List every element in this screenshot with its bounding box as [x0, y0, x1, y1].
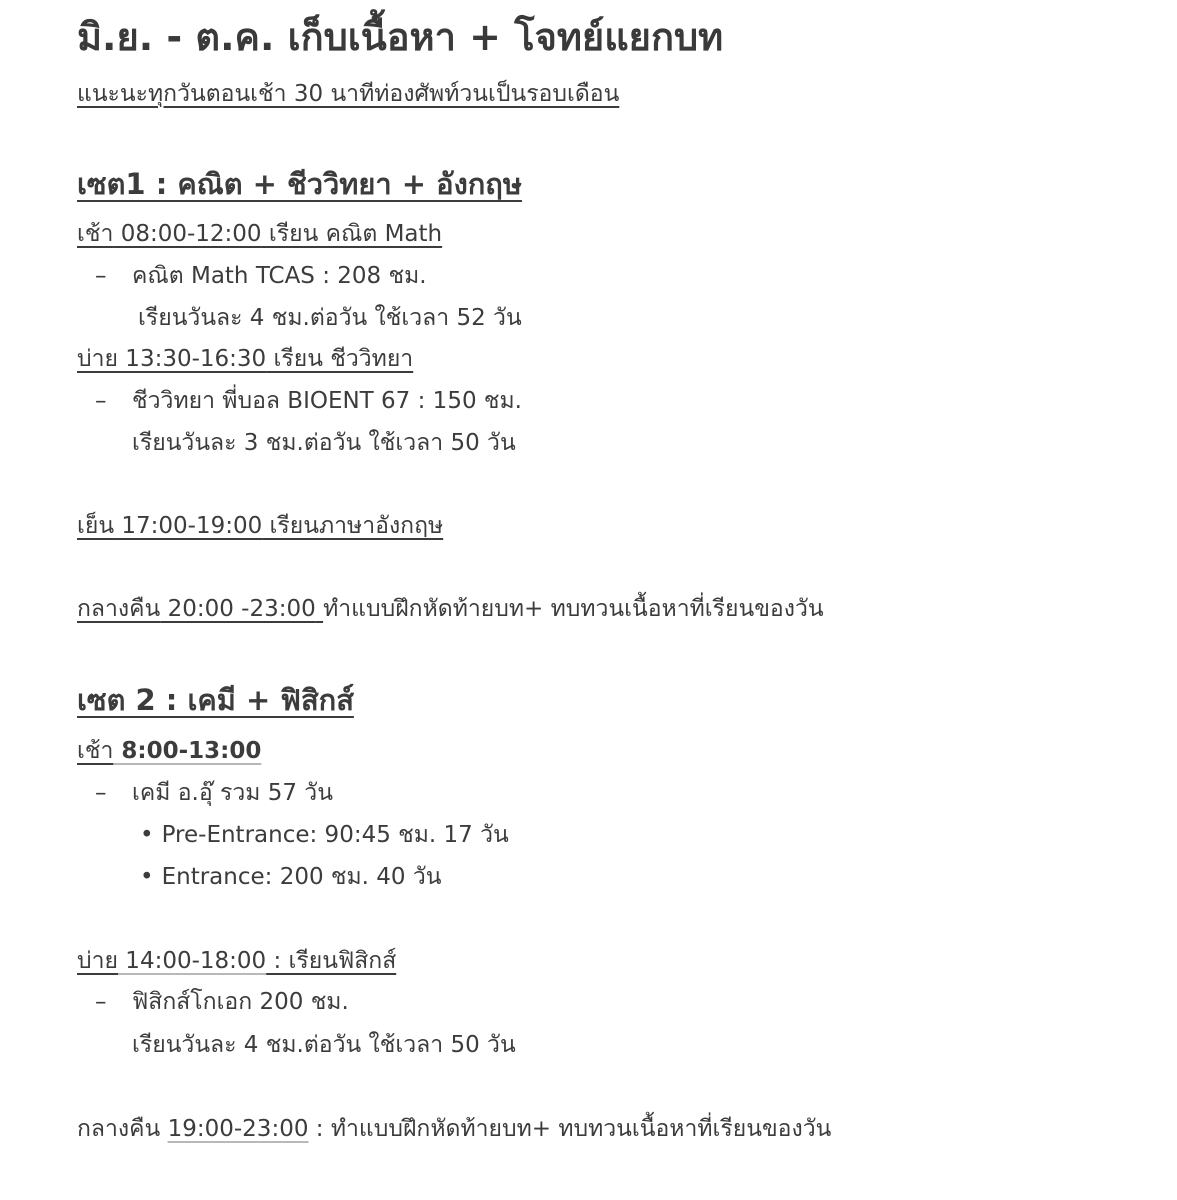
set1-evening-line: [77, 515, 443, 538]
set2-afternoon-period: บ่าย: [77, 948, 118, 974]
dash-marker: –: [95, 388, 107, 414]
set2-morning-time: 8:00-13:00: [113, 738, 262, 764]
set1-afternoon-period: บ่าย: [77, 346, 118, 372]
set1-afternoon-item-text: ชีววิทยา พี่บอล BIOENT 67 : 150 ชม.: [132, 388, 522, 414]
bullet-text: Entrance: 200 ชม. 40 วัน: [161, 864, 442, 890]
page-subtitle: แนะนะทุกวันตอนเช้า 30 นาทีท่องศัพท์วนเป็นรอบเดือน: [77, 81, 620, 107]
set1-evening-period: เย็น: [77, 513, 115, 539]
dash-marker: –: [95, 989, 107, 1015]
bullet-marker: •: [140, 822, 154, 848]
set1-heading: เซต1 : คณิต + ชีววิทยา + อังกฤษ: [77, 167, 522, 201]
bullet-marker: •: [140, 864, 154, 890]
set1-afternoon-item: [77, 390, 522, 413]
set1-morning-activity: เรียน คณิต Math: [261, 221, 443, 247]
set2-bullet-pre-entrance: [140, 824, 509, 847]
set2-night-line: [77, 1118, 831, 1141]
set1-morning-line: [77, 223, 442, 246]
set1-afternoon-activity: เรียน ชีววิทยา: [266, 346, 414, 372]
set2-morning-item-text: เคมี อ.อุ๊ รวม 57 วัน: [132, 780, 333, 806]
set2-afternoon-time: 14:00-18:00: [118, 948, 267, 974]
set2-heading: เซต 2 : เคมี + ฟิสิกส์: [77, 683, 354, 717]
set1-morning-time: 08:00-12:00: [113, 221, 262, 247]
set2-afternoon-item-text: ฟิสิกส์โกเอก 200 ชม.: [132, 989, 349, 1015]
set2-morning-item: [77, 782, 333, 805]
set2-bullet-entrance: [140, 866, 442, 889]
set2-night-activity: : ทำแบบฝึกหัดท้ายบท+ ทบทวนเนื้อหาที่เรียนของวัน: [308, 1116, 832, 1142]
set1-night-gap: [316, 596, 323, 622]
set1-evening-time: 17:00-19:00: [114, 513, 263, 539]
bullet-text: Pre-Entrance: 90:45 ชม. 17 วัน: [161, 822, 509, 848]
set1-night-period: กลางคืน: [77, 596, 161, 622]
set2-afternoon-detail: เรียนวันละ 4 ชม.ต่อวัน ใช้เวลา 50 วัน: [132, 1032, 516, 1058]
set1-night-time: 20:00 -23:00: [160, 596, 316, 622]
set2-afternoon-line: [77, 950, 396, 973]
set2-night-period: กลางคืน: [77, 1116, 161, 1142]
set1-afternoon-line: [77, 348, 413, 371]
set1-night-line: [77, 598, 824, 621]
set1-afternoon-time: 13:30-16:30: [118, 346, 267, 372]
set1-morning-period: เช้า: [77, 221, 114, 247]
set1-morning-item: [77, 265, 427, 288]
set2-morning-line: [77, 740, 261, 763]
dash-marker: –: [95, 780, 107, 806]
set1-evening-activity: เรียนภาษาอังกฤษ: [262, 513, 444, 539]
dash-marker: –: [95, 263, 107, 289]
set1-night-activity: ทำแบบฝึกหัดท้ายบท+ ทบทวนเนื้อหาที่เรียนของวัน: [323, 596, 824, 622]
set2-afternoon-item: [77, 991, 349, 1014]
set2-night-time: 19:00-23:00: [167, 1116, 309, 1142]
set1-afternoon-detail: เรียนวันละ 3 ชม.ต่อวัน ใช้เวลา 50 วัน: [132, 430, 516, 456]
set2-morning-period: เช้า: [77, 738, 114, 764]
page-title: มิ.ย. - ต.ค. เก็บเนื้อหา + โจทย์แยกบท: [77, 15, 724, 59]
set2-afternoon-activity: : เรียนฟิสิกส์: [266, 948, 397, 974]
set1-morning-item-text: คณิต Math TCAS : 208 ชม.: [132, 263, 427, 289]
set1-morning-detail: เรียนวันละ 4 ชม.ต่อวัน ใช้เวลา 52 วัน: [138, 305, 522, 331]
